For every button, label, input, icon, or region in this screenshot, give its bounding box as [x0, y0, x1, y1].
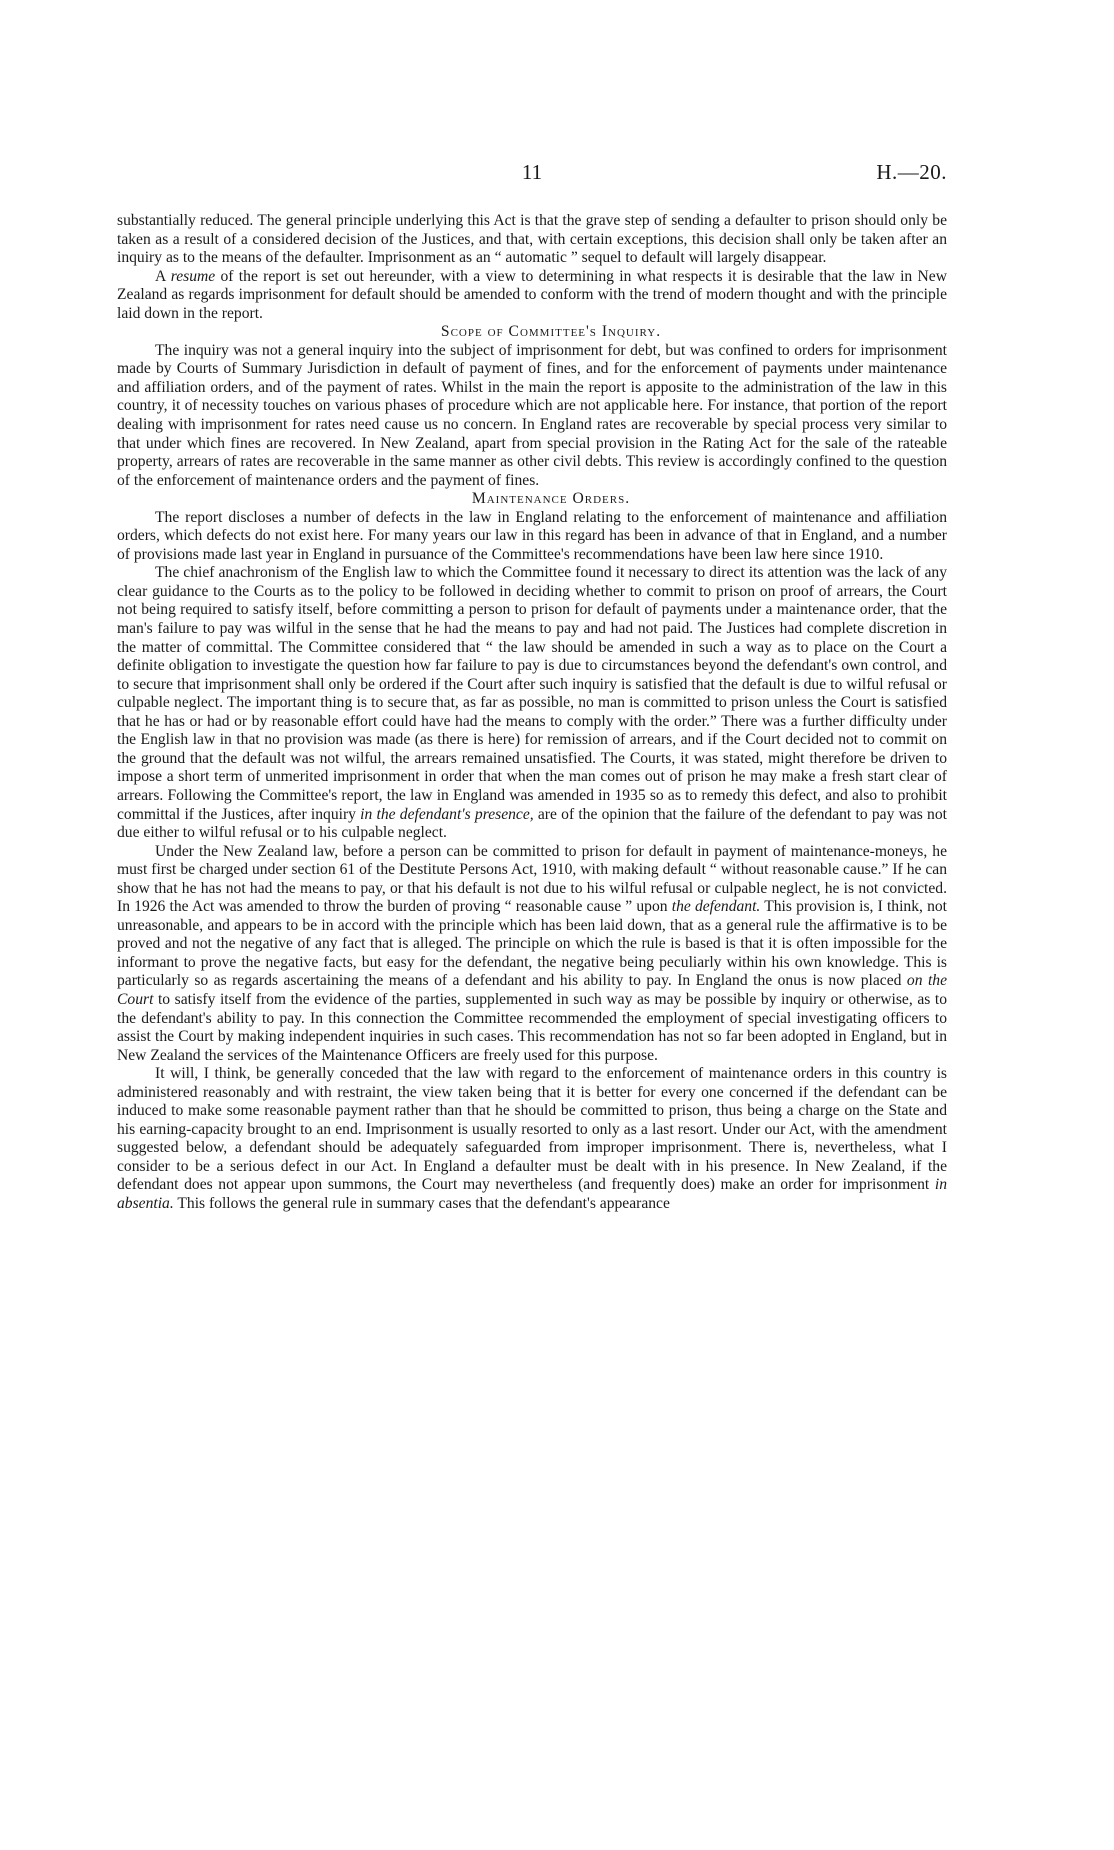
paragraph-text: It will, I think, be generally conceded that the law with regard to the enforcement of maintenance orders in this country is administered reasonably and with restraint, the view taken being that it is better for every one concerned if the defendant can be induced to make some reasonable payment rather than that he should be committed to prison, thus being a charge on the State and his earning-capacity brought to an end. Imprisonment is usually resorted to only as a last resort. Under our Act, with the amendment suggested below, a defendant should be adequately safeguarded from improper imprisonment. There is, nevertheless, what I consider to be a serious defect in our Act. In England a defaulter must be dealt with in his presence. In New Zealand, if the defendant does not appear upon summons, the Court may nevertheless (and frequently does) make an order for imprisonment	[117, 1065, 947, 1194]
paragraph-continuation	[117, 212, 947, 268]
page-header	[117, 160, 947, 188]
document-reference: H.—20.	[876, 160, 947, 184]
paragraph-text: The chief anachronism of the English law to which the Committee found it necessary to direct its attention was the lack of any clear guidance to the Courts as to the policy to be followed in deciding whether to commit to prison on proof of arrears, the Court not being required to satisfy itself, before committing a person to prison for default of payments under a maintenance order, that the man's failure to pay was wilful in the sense that he had the means to pay and had not paid. The Justices had complete discretion in the matter of committal. The Committee considered that “ the law should be amended in such a way as to place on the Court a definite obligation to investigate the question how far failure to pay is due to circumstances beyond the defendant's own control, and to secure that imprisonment shall only be ordered if the Court after such inquiry is satisfied that the default is due to wilful refusal or culpable neglect. The important thing is to secure that, as far as possible, no man is committed to prison unless the Court is satisfied that he has or had or by reasonable effort could have had the means to comply with the order.” There was a further difficulty under the English law in that no provision was made (as there is here) for remission of arrears, and if the Court decided not to commit on the ground that the default was not wilful, the arrears remained unsatisfied. The Courts, it was stated, might therefore be driven to impose a short term of unmerited imprisonment in order that when the man comes out of prison he may make a fresh start clear of arrears. Following the Committee's report, the law in England was amended in 1935 so as to remedy this defect, and also to prohibit committal if the Justices, after inquiry	[117, 564, 947, 823]
paragraph-text: This provision is, I think, not unreasonable, and appears to be in accord with the principle which has been laid down, that as a general rule the affirmative is to be proved and not the negative of any fact that is alleged. The principle on which the rule is based is that it is often impossible for the informant to prove the negative facts, but easy for the defendant, the negative being peculiarly within his own knowledge. This is particularly so as regards ascertaining the means of a defendant and his ability to pay. In England the onus is now placed	[117, 898, 947, 990]
italic-text: in absentia.	[117, 1176, 947, 1212]
paragraph-text: The inquiry was not a general inquiry into the subject of imprisonment for debt, but was confined to orders for imprisonment made by Courts of Summary Jurisdiction in default of payment of fines, and for the enforcement of payments under maintenance and affiliation orders, and of the payment of rates. Whilst in the main the report is apposite to the administration of the law in this country, it of necessity touches on various phases of procedure which are not applicable here. For instance, that portion of the report dealing with imprisonment for rates need cause us no concern. In England rates are recoverable by special process very similar to that under which fines are recovered. In New Zealand, apart from special provision in the Rating Act for the sale of the rateable property, arrears of rates are recoverable in the same manner as other civil debts. This review is accordingly confined to the question of the enforcement of maintenance orders and the payment of fines.	[117, 341, 947, 489]
document-body	[117, 212, 947, 1214]
section-heading-maintenance: Maintenance Orders.	[471, 490, 631, 508]
italic-text: on the Court	[117, 972, 947, 1008]
page-number: 11	[521, 160, 543, 184]
paragraph-nz-law	[117, 843, 947, 1066]
paragraph-defects	[117, 509, 947, 565]
paragraph-text: This follows the general rule in summary cases that the defendant's appearance	[173, 1194, 670, 1212]
paragraph-text: to satisfy itself from the evidence of the parties, supplemented in such way as may be possible by inquiry or otherwise, as to the defendant's ability to pay. In this connection the Committee recommended the employment of special investigating officers to assist the Court by making independent inquiries in such cases. This recommendation has not so far been adopted in England, but in New Zealand the services of the Maintenance Officers are freely used for this purpose.	[117, 990, 947, 1064]
paragraph-enforcement	[117, 1065, 947, 1213]
paragraph-anachronism	[117, 564, 947, 842]
paragraph-text: Under the New Zealand law, before a person can be committed to prison for default in payment of maintenance-moneys, he must first be charged under section 61 of the Destitute Persons Act, 1910, with making default “ without reasonable cause.” If he can show that he has not had the means to pay, or that his default is not due to his wilful refusal or culpable neglect, he is not convicted. In 1926 the Act was amended to throw the burden of proving “ reasonable cause ” upon	[117, 842, 947, 916]
italic-text: resume	[170, 267, 216, 285]
paragraph-scope	[117, 342, 947, 490]
paragraph-resume	[117, 268, 947, 324]
italic-text: in the defendant's presence,	[360, 805, 534, 823]
paragraph-text: The report discloses a number of defects in the law in England relating to the enforcement of maintenance and affiliation orders, which defects do not exist here. For many years our law in this regard has been in advance of that in England, and a number of provisions made last year in England in pursuance of the Committee's recommendations have been law here since 1910.	[117, 508, 947, 563]
paragraph-text: of the report is set out hereunder, with a view to determining in what respects it is desirable that the law in New Zealand as regards imprisonment for default should be amended to conform with the trend of modern thought and with the principle laid down in the report.	[117, 267, 947, 322]
paragraph-text: are of the opinion that the failure of the defendant to pay was not due either to wilful refusal or to his culpable neglect.	[117, 805, 947, 842]
paragraph-text: substantially reduced. The general principle underlying this Act is that the grave step of sending a defaulter to prison should only be taken as a result of a considered decision of the Justices, and that, with certain exceptions, this decision shall only be taken after an inquiry as to the means of the defaulter. Imprisonment as an “ automatic ” sequel to default will largely disappear.	[117, 212, 947, 267]
section-heading-scope: Scope of Committee's Inquiry.	[440, 323, 662, 341]
italic-text: the defendant.	[671, 898, 761, 916]
paragraph-text: A	[155, 267, 171, 285]
